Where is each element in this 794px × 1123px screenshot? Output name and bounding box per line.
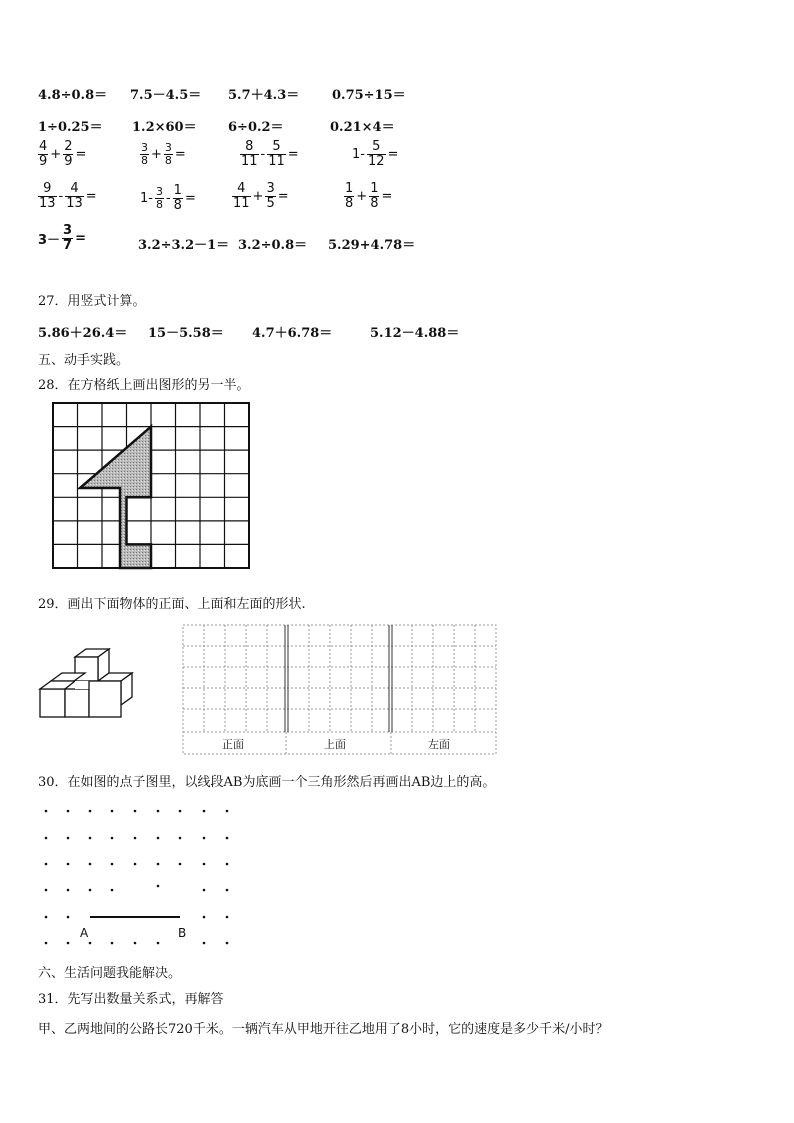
fraction-expression: $\frac{4}{9}$ + $\frac{2}{9}$ = — [39, 139, 87, 169]
section-heading: 六、生活问题我能解决。 — [38, 966, 182, 981]
view-label: 上面 — [324, 738, 346, 751]
fraction-expression: 1- $\frac{3}{8}$ - $\frac{1}{8}$ = — [140, 183, 196, 213]
calc-item: 6÷0.2＝ — [228, 120, 284, 135]
cube-figure — [38, 648, 140, 720]
calc-item: 0.75÷15＝ — [332, 88, 406, 103]
calc-item: 5.7＋4.3＝ — [228, 88, 300, 103]
point-b-label: B — [178, 926, 187, 940]
dot-grid — [38, 800, 238, 950]
fraction-expression: $\frac{1}{8}$ + $\frac{1}{8}$ = — [345, 181, 393, 211]
question-title: 31．先写出数量关系式，再解答 — [38, 992, 224, 1007]
calc-item: 5.12－4.88＝ — [370, 326, 460, 341]
calc-item: 5.29+4.78＝ — [328, 238, 416, 253]
fraction-expression: $\frac{9}{13}$ - $\frac{4}{13}$ = — [39, 181, 97, 211]
calc-item: 4.7＋6.78＝ — [252, 326, 333, 341]
calc-item: 1.2×60＝ — [132, 120, 197, 135]
calc-item: 3.2÷3.2－1＝ — [138, 238, 230, 253]
question-title: 27．用竖式计算。 — [38, 294, 146, 309]
fraction-expression: $\frac{3}{8}$ + $\frac{3}{8}$ = — [141, 141, 186, 167]
grid-figure — [52, 402, 252, 572]
view-label: 左面 — [428, 738, 450, 751]
calc-item: 4.8÷0.8＝ — [38, 88, 108, 103]
calc-item: 3.2÷0.8＝ — [238, 238, 308, 253]
fraction-expression: 3－ $\frac{3}{7}$ = — [38, 223, 86, 253]
fraction-expression: $\frac{4}{11}$ + $\frac{3}{5}$ = — [233, 181, 289, 211]
calc-item: 15－5.58＝ — [148, 326, 224, 341]
view-label: 正面 — [222, 738, 244, 751]
question-title: 28．在方格纸上画出图形的另一半。 — [38, 378, 250, 393]
calc-item: 1÷0.25＝ — [38, 120, 103, 135]
question-title: 30．在如图的点子图里，以线段AB为底画一个三角形然后再画出AB边上的高。 — [38, 775, 496, 790]
question-body: 甲、乙两地间的公路长720千米。一辆汽车从甲地开往乙地用了8小时，它的速度是多少千米/小时？ — [38, 1022, 609, 1037]
fraction-expression: $\frac{8}{11}$ - $\frac{5}{11}$ = — [241, 139, 299, 169]
calc-item: 7.5－4.5＝ — [130, 88, 202, 103]
fraction-expression: 1- $\frac{5}{12}$ = — [352, 139, 399, 169]
calc-item: 5.86＋26.4＝ — [38, 326, 128, 341]
question-title: 29．画出下面物体的正面、上面和左面的形状. — [38, 597, 306, 612]
calc-item: 0.21×4＝ — [330, 120, 395, 135]
point-a-label: A — [80, 926, 89, 940]
section-heading: 五、动手实践。 — [38, 353, 130, 368]
